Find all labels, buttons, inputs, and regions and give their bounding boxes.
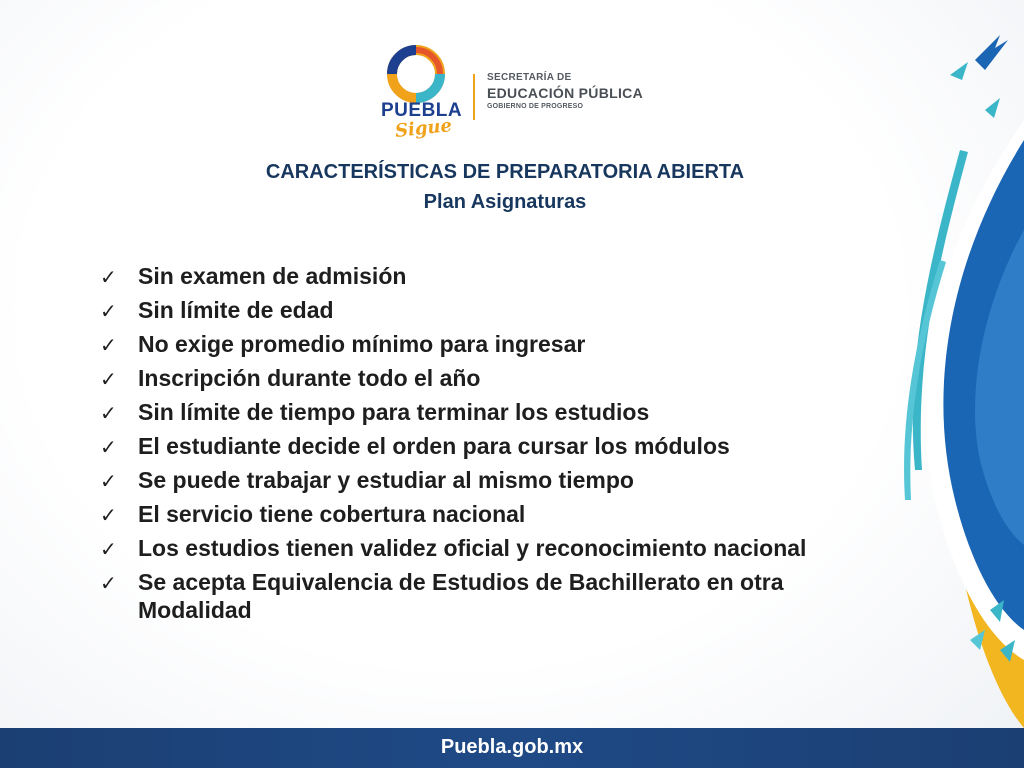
footer-link[interactable]: Puebla.gob.mx — [440, 736, 584, 758]
checkmark-icon: ✓ — [100, 367, 117, 391]
checkmark-icon: ✓ — [100, 571, 117, 595]
list-item — [100, 568, 860, 624]
checkmark-icon: ✓ — [100, 401, 117, 425]
list-item — [100, 432, 860, 460]
secretaria-line-2: EDUCACIÓN PÚBLICA — [487, 85, 643, 101]
list-item — [100, 500, 860, 528]
checkmark-icon: ✓ — [100, 299, 117, 323]
list-item-text: Sin límite de tiempo para terminar los estudios — [138, 399, 650, 425]
page-title: CARACTERÍSTICAS DE PREPARATORIA ABIERTA — [265, 161, 745, 183]
features-list — [100, 262, 860, 630]
checkmark-icon: ✓ — [100, 503, 117, 527]
list-item — [100, 534, 860, 562]
logo-divider — [473, 74, 475, 120]
list-item — [100, 330, 860, 358]
checkmark-icon: ✓ — [100, 537, 117, 561]
list-item-text: El estudiante decide el orden para cursar los módulos — [138, 433, 730, 459]
list-item-text: Inscripción durante todo el año — [138, 365, 481, 391]
list-item — [100, 262, 860, 290]
list-item-text: Se puede trabajar y estudiar al mismo tiempo — [138, 467, 634, 493]
list-item — [100, 296, 860, 324]
page-subtitle: Plan Asignaturas — [423, 191, 587, 213]
logo-brand-text: PUEBLA — [381, 100, 463, 121]
checkmark-icon: ✓ — [100, 265, 117, 289]
checkmark-icon: ✓ — [100, 333, 117, 357]
list-item — [100, 398, 860, 426]
list-item-text: Sin límite de edad — [138, 297, 334, 323]
logo-brand-script: Sigue — [394, 115, 453, 142]
list-item-text: El servicio tiene cobertura nacional — [138, 501, 526, 527]
checkmark-icon: ✓ — [100, 469, 117, 493]
list-item — [100, 364, 860, 392]
checkmark-icon: ✓ — [100, 435, 117, 459]
secretaria-line-1: SECRETARÍA DE — [487, 72, 572, 83]
list-item-text: Los estudios tienen validez oficial y reconocimiento nacional — [138, 535, 807, 561]
list-item-text: Se acepta Equivalencia de Estudios de Bachillerato en otra Modalidad — [138, 569, 784, 623]
list-item-text: No exige promedio mínimo para ingresar — [138, 331, 586, 357]
list-item — [100, 466, 860, 494]
secretaria-line-3: GOBIERNO DE PROGRESO — [487, 103, 584, 110]
list-item-text: Sin examen de admisión — [138, 263, 407, 289]
